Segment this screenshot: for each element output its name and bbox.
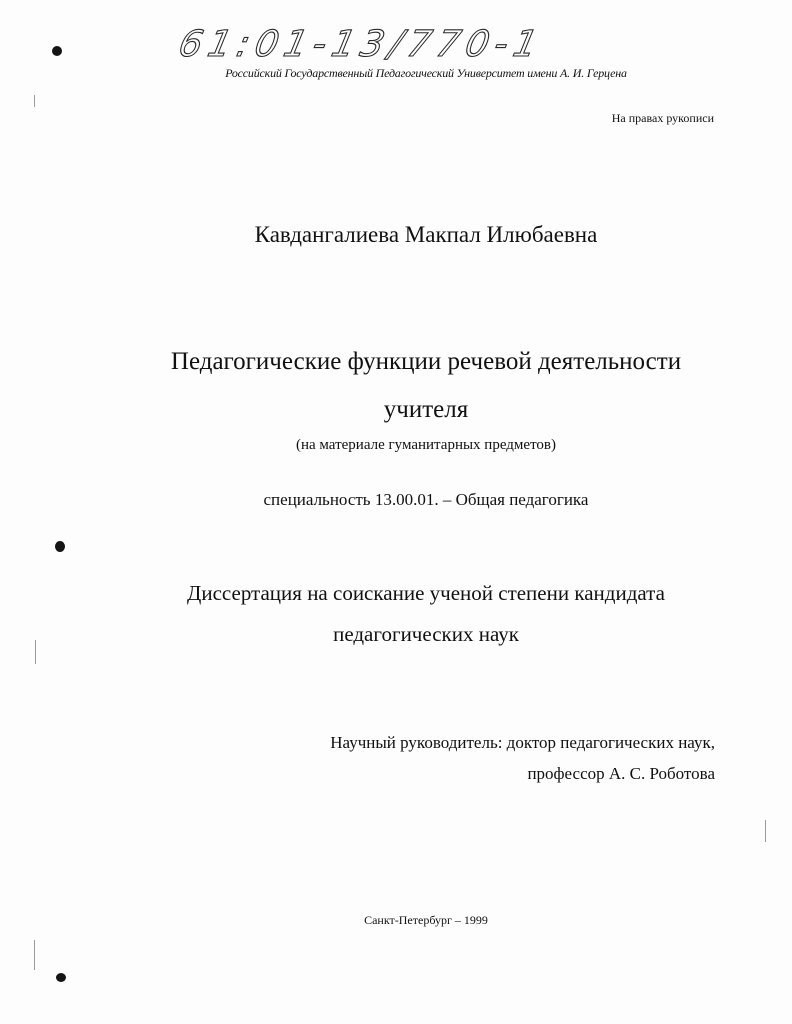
author-name: Кавдангалиева Макпал Илюбаевна xyxy=(254,222,598,247)
supervisor-line-1: Научный руководитель: доктор педагогических наук, xyxy=(330,733,715,752)
title-line-2: учителя xyxy=(383,396,469,423)
scan-artifact xyxy=(34,95,35,107)
city-year: Санкт-Петербург – 1999 xyxy=(364,913,488,927)
subtitle: (на материале гуманитарных предметов) xyxy=(295,437,557,453)
rights-note: На правах рукописи xyxy=(611,111,714,125)
handwritten-catalog-text: 61:01-13/770-1 xyxy=(178,22,548,65)
dissertation-line-1: Диссертация на соискание ученой степени кандидата xyxy=(187,581,665,605)
binder-hole-mark xyxy=(52,46,62,56)
specialty: специальность 13.00.01. – Общая педагогика xyxy=(263,490,589,509)
title-line-1: Педагогические функции речевой деятельности xyxy=(170,348,682,375)
university-name: Российский Государственный Педагогический Университет имени А. И. Герцена xyxy=(225,66,627,80)
supervisor-line-2: профессор А. С. Роботова xyxy=(527,764,715,783)
scan-artifact xyxy=(34,940,35,970)
binder-hole-mark xyxy=(55,541,65,552)
scan-artifact xyxy=(765,820,766,842)
handwritten-catalog-number xyxy=(178,14,578,70)
binder-hole-mark xyxy=(56,973,66,982)
dissertation-line-2: педагогических наук xyxy=(333,622,519,646)
